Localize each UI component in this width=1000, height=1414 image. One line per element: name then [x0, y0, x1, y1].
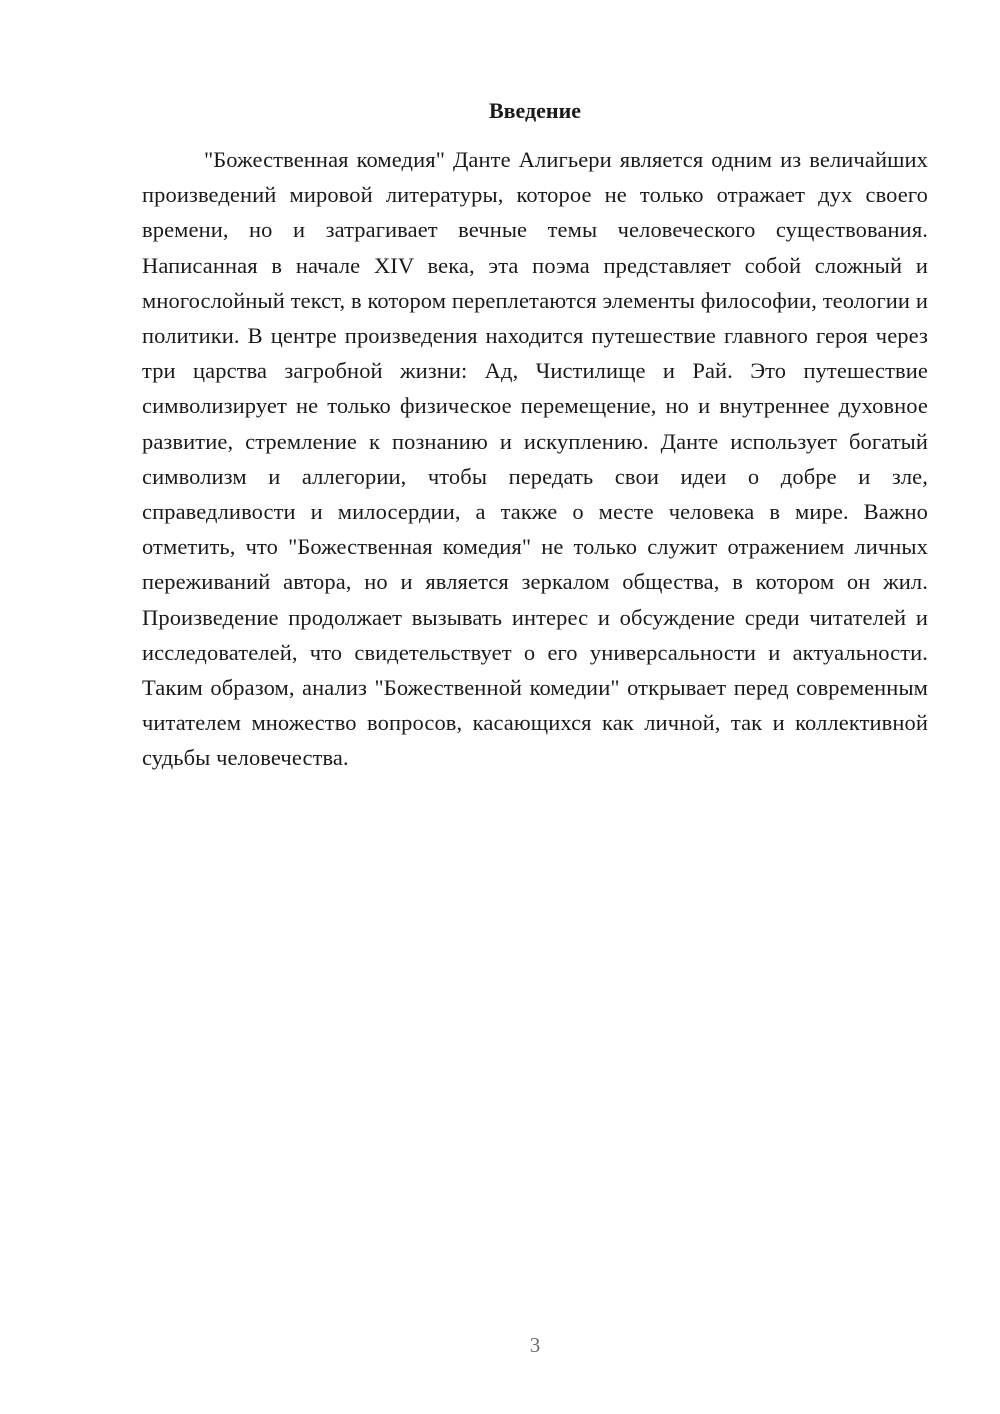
page-number: 3: [529, 1333, 541, 1357]
body-paragraph: "Божественная комедия" Данте Алигьери является одним из величайших произведений мировой литературы, которое не только отражает дух своего времени, но и затрагивает вечные темы человеческого существования. Написанная в начале XIV века, эта поэма представляет собой сложный и многослойный текст, в котором переплетаются элементы философии, теологии и политики. В центре произведения находится путешествие главного героя через три царства загробной жизни: Ад, Чистилище и Рай. Это путешествие символизирует не только физическое перемещение, но и внутреннее духовное развитие, стремление к познанию и искуплению. Данте использует богатый символизм и аллегории, чтобы передать свои идеи о добре и зле, справедливости и милосердии, а также о месте человека в мире. Важно отметить, что "Божественная комедия" не только служит отражением личных переживаний автора, но и является зеркалом общества, в котором он жил. Произведение продолжает вызывать интерес и обсуждение среди читателей и исследователей, что свидетельствует о его универсальности и актуальности. Таким образом, анализ "Божественной комедии" открывает перед современным читателем множество вопросов, касающихся как личной, так и коллективной судьбы человечества.: [142, 147, 928, 771]
section-heading: Введение: [488, 98, 582, 123]
